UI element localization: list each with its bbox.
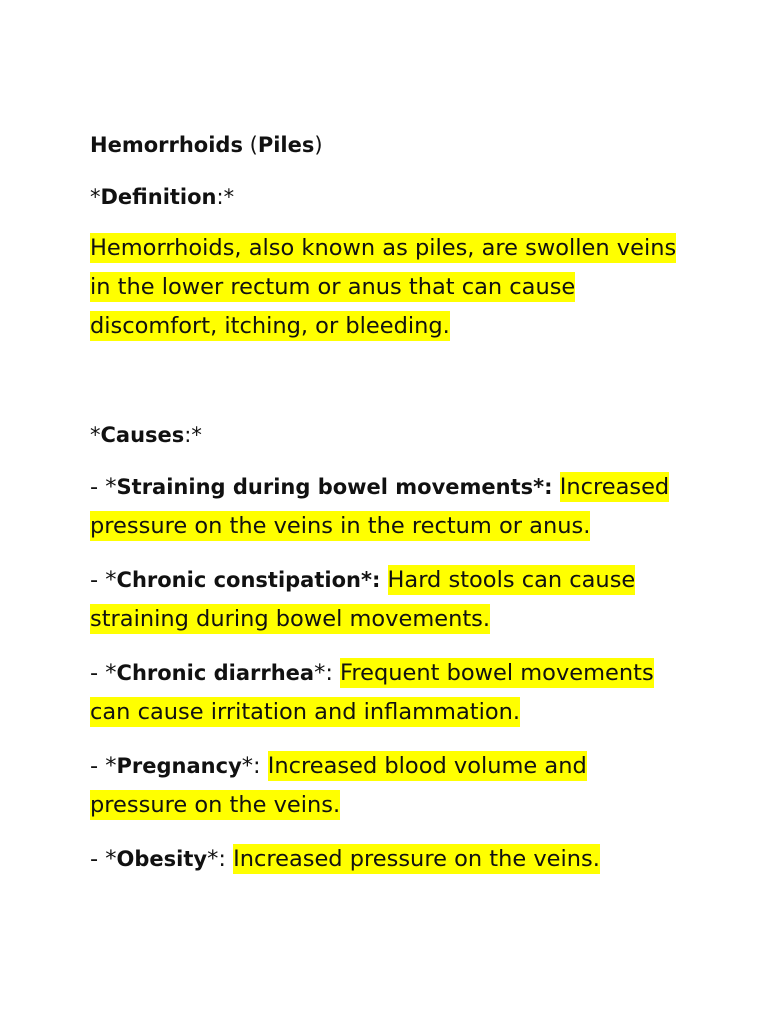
title-paren-close: ): [314, 133, 323, 157]
cause-text: Increased pressure on the veins.: [233, 846, 600, 872]
definition-prefix: *: [90, 185, 101, 209]
causes-suffix: :*: [184, 423, 202, 447]
cause-dash: - *: [90, 660, 117, 686]
cause-item-pregnancy: [90, 747, 690, 825]
cause-term: Pregnancy: [116, 754, 242, 778]
document-title: [90, 130, 323, 160]
cause-dash: - *: [90, 567, 117, 593]
definition-label: Definition: [100, 185, 217, 209]
title-bold-hemorrhoids: Hemorrhoids: [90, 133, 243, 157]
cause-item-diarrhea: [90, 654, 690, 732]
title-bold-piles: Piles: [257, 133, 315, 157]
cause-dash: - *: [90, 474, 117, 500]
causes-heading: [90, 420, 202, 450]
title-paren-open: (: [242, 133, 258, 157]
cause-text: Hard stools can cause straining during bowel movements.: [90, 567, 636, 632]
cause-term: Chronic diarrhea: [116, 661, 315, 685]
cause-item-obesity: [90, 840, 690, 879]
cause-sep: [380, 567, 387, 593]
cause-dash: - *: [90, 753, 117, 779]
cause-term: Straining during bowel movements*:: [116, 475, 553, 499]
cause-term: Obesity: [116, 847, 208, 871]
cause-sep: [553, 474, 560, 500]
cause-text: Increased blood volume and pressure on the veins.: [90, 753, 587, 818]
cause-text: Increased pressure on the veins in the rectum or anus.: [90, 474, 670, 539]
cause-sep: *:: [241, 753, 268, 779]
cause-text: Frequent bowel movements can cause irritation and inflammation.: [90, 660, 654, 725]
definition-suffix: :*: [216, 185, 235, 209]
cause-sep: *:: [314, 660, 341, 686]
cause-term: Chronic constipation*:: [116, 568, 381, 592]
causes-prefix: *: [90, 423, 101, 447]
definition-text: [90, 229, 690, 346]
cause-item-constipation: [90, 561, 690, 639]
causes-label: Causes: [100, 423, 185, 447]
definition-highlight: Hemorrhoids, also known as piles, are swollen veins in the lower rectum or anus that can cause discomfort, itching, or bleeding.: [90, 235, 677, 339]
cause-sep: *:: [207, 846, 234, 872]
definition-heading: [90, 182, 234, 212]
cause-dash: - *: [90, 846, 117, 872]
cause-item-straining: [90, 468, 690, 546]
